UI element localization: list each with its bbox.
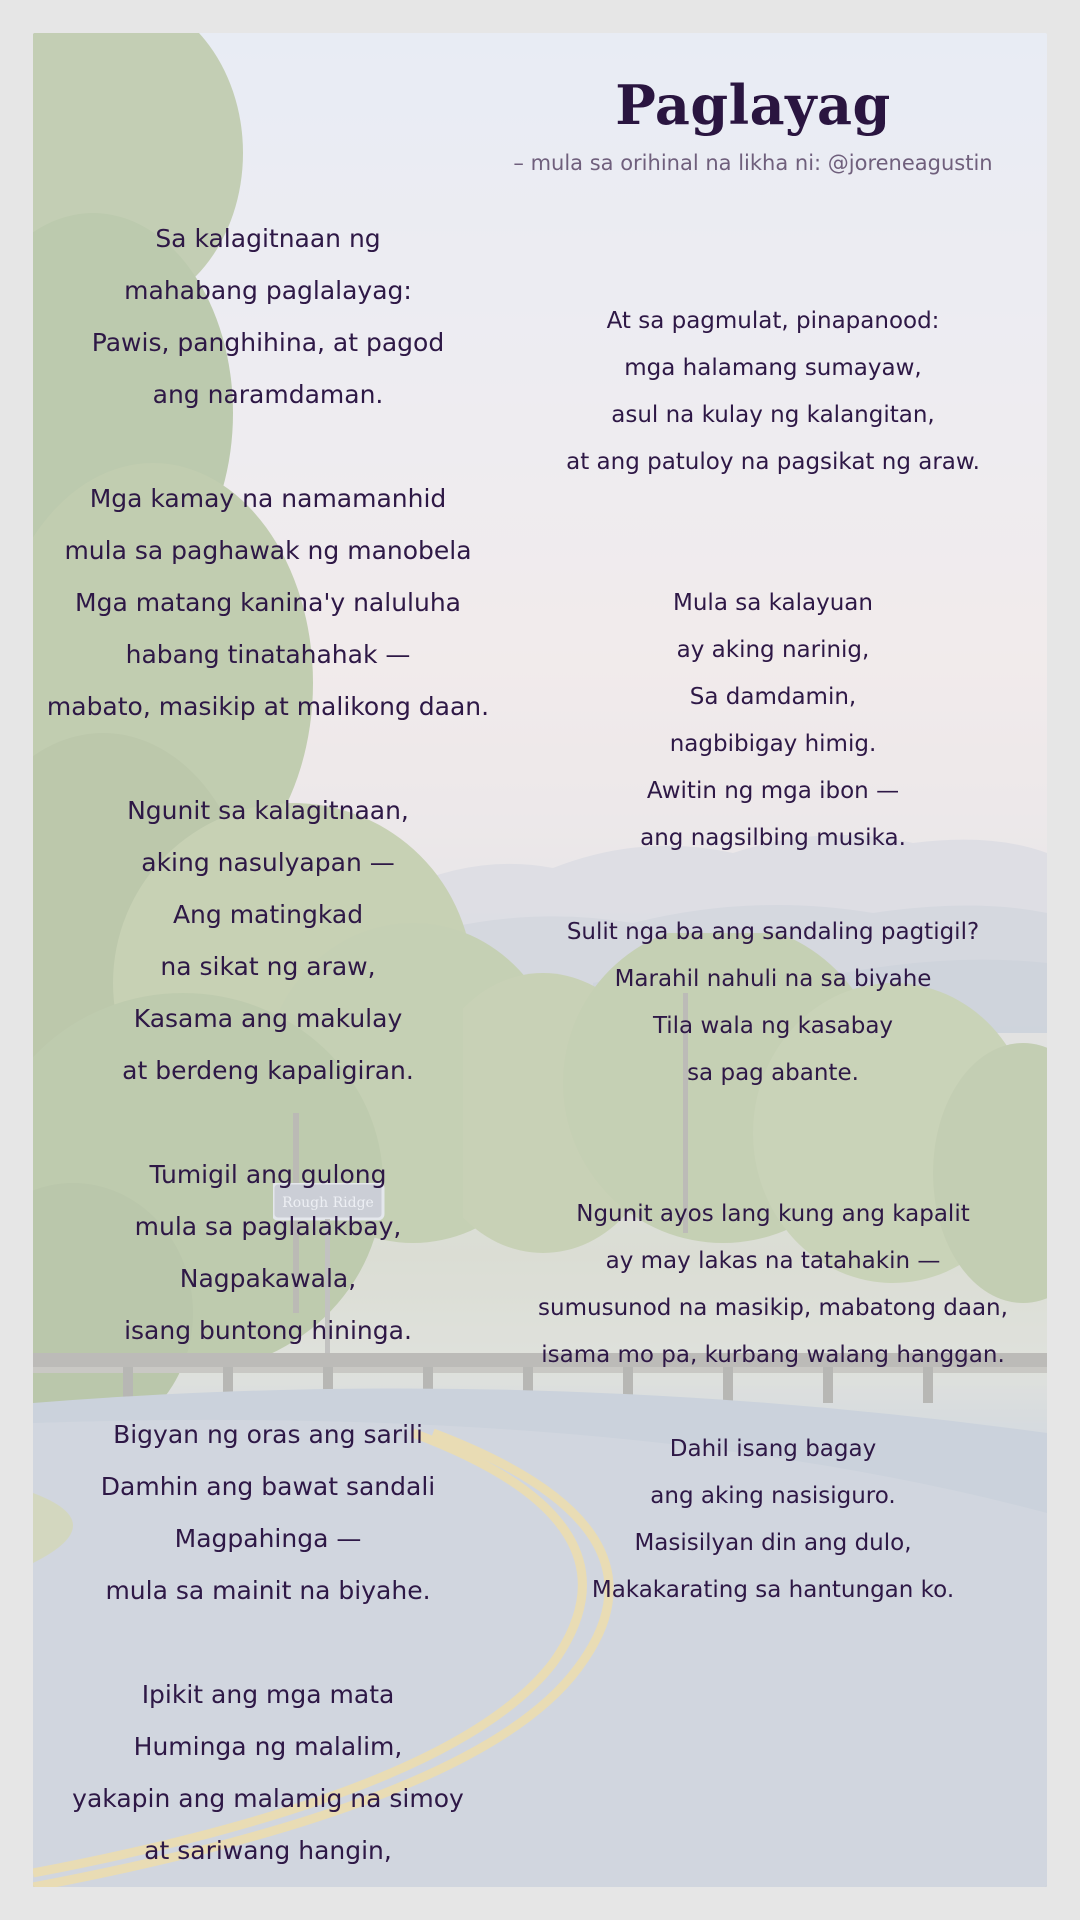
poem-line: habang tinatahahak — [125, 640, 411, 669]
stanza [33, 785, 503, 1097]
poem-line: Mga kamay na namamanhid [89, 484, 447, 513]
poem-line: asul na kulay ng kalangitan, [611, 402, 935, 428]
poem-line: sumusunod na masikip, mabatong daan, [538, 1295, 1008, 1321]
poem-card [33, 33, 1047, 1887]
poem-line: mula sa mainit na biyahe. [105, 1576, 431, 1605]
poem-line: aking nasulyapan — [141, 848, 395, 877]
poem-title: Paglayag [615, 73, 891, 137]
poem-line: ay may lakas na tatahakin — [605, 1248, 941, 1274]
stanza [33, 473, 503, 733]
sign-text: Rough Ridge [282, 1195, 374, 1211]
poem-line: Nagpakawala, [179, 1264, 357, 1293]
poem-line: Dahil isang bagay [669, 1436, 877, 1462]
poem-line: Awitin ng mga ibon — [646, 778, 900, 804]
poem-line: Sa damdamin, [689, 684, 857, 710]
poem-line: Mga matang kanina'y naluluha [75, 588, 461, 617]
poem-line: isang buntong hininga. [124, 1316, 412, 1345]
poem-line: sa pag abante. [687, 1060, 859, 1086]
poem-line: mahabang paglalayag: [124, 276, 412, 305]
poem-line: Mula sa kalayuan [673, 590, 873, 616]
stanza [493, 580, 1047, 862]
poem-line: Ipikit ang mga mata [141, 1680, 395, 1709]
stanza [33, 1669, 503, 1877]
stanza [493, 1426, 1047, 1614]
poem-line: Magpahinga — [174, 1524, 362, 1553]
poem-line: isama mo pa, kurbang walang hanggan. [541, 1342, 1005, 1368]
poem-line: ang nagsilbing musika. [640, 825, 906, 851]
poem-line: mga halamang sumayaw, [624, 355, 922, 381]
poem-line: na sikat ng araw, [160, 952, 376, 981]
poem-line: At sa pagmulat, pinapanood: [606, 308, 940, 334]
poem-line: Bigyan ng oras ang sarili [113, 1420, 423, 1449]
poem-line: yakapin ang malamig na simoy [72, 1784, 464, 1813]
poem-line: Marahil nahuli na sa biyahe [614, 966, 932, 992]
stanza [493, 1191, 1047, 1379]
poem-line: mabato, masikip at malikong daan. [46, 692, 490, 721]
poem-line: mula sa paglalakbay, [134, 1212, 402, 1241]
stanza [33, 213, 503, 421]
poem-line: Sulit nga ba ang sandaling pagtigil? [566, 919, 980, 945]
poem-line: Damhin ang bawat sandali [100, 1472, 436, 1501]
poem-line: Ngunit ayos lang kung ang kapalit [576, 1201, 970, 1227]
poem-line: Sa kalagitnaan ng [155, 224, 381, 253]
poem-line: at berdeng kapaligiran. [122, 1056, 414, 1085]
stanza [493, 298, 1047, 486]
poem-right-column [493, 298, 1047, 1708]
poem-line: Ang matingkad [172, 900, 364, 929]
poem-line: ang naramdaman. [152, 380, 384, 409]
poem-line: Huminga ng malalim, [133, 1732, 403, 1761]
poem-line: Pawis, panghihina, at pagod [91, 328, 445, 357]
poem-line: Ngunit sa kalagitnaan, [127, 796, 409, 825]
poem-line: Tumigil ang gulong [149, 1160, 387, 1189]
poem-line: nagbibigay himig. [669, 731, 877, 757]
poem-line: ay aking narinig, [676, 637, 870, 663]
poem-left-column [33, 213, 503, 1887]
poem-line: Makakarating sa hantungan ko. [591, 1577, 955, 1603]
poem-line: Kasama ang makulay [133, 1004, 403, 1033]
poem-line: ang aking nasisiguro. [650, 1483, 896, 1509]
stanza [33, 1149, 503, 1357]
poem-line: Tila wala ng kasabay [652, 1013, 894, 1039]
stanza [33, 1409, 503, 1617]
stanza [493, 909, 1047, 1097]
poem-line: at ang patuloy na pagsikat ng araw. [566, 449, 980, 475]
poem-line: at sariwang hangin, [144, 1836, 392, 1865]
poem-line: Masisilyan din ang dulo, [634, 1530, 912, 1556]
poem-byline: – mula sa orihinal na likha ni: @joreneagustin [513, 151, 993, 175]
poem-line: mula sa paghawak ng manobela [64, 536, 472, 565]
